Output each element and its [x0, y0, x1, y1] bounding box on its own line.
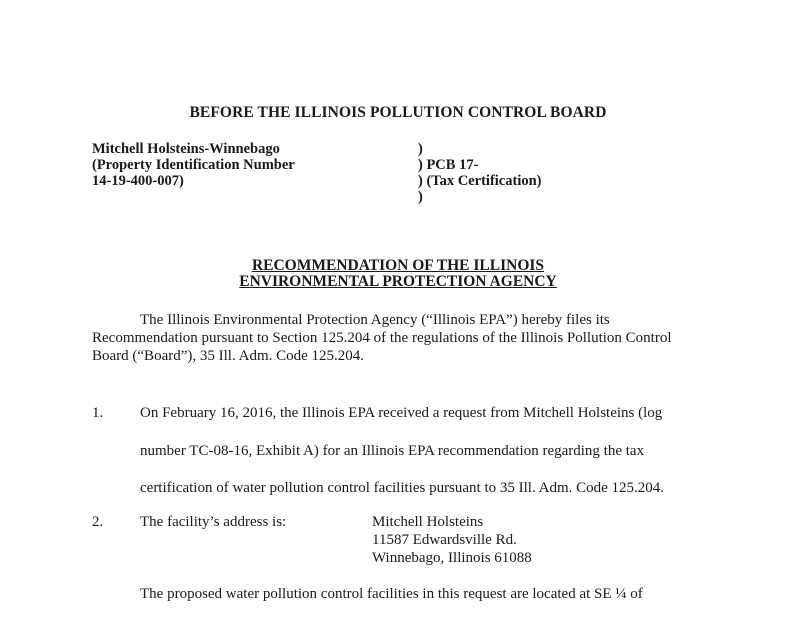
court-heading: BEFORE THE ILLINOIS POLLUTION CONTROL BOARD: [189, 104, 607, 121]
intro-line-3: Board (“Board”), 35 Ill. Adm. Code 125.204.: [92, 348, 365, 364]
paragraph-1-line-2: number TC-08-16, Exhibit A) for an Illinois EPA recommendation regarding the tax: [140, 443, 645, 459]
paragraph-1-number: 1.: [92, 405, 104, 421]
address-name: Mitchell Holsteins: [372, 514, 484, 530]
paragraph-2-following-text: The proposed water pollution control facilities in this request are located at SE ¼ of: [140, 586, 643, 602]
address-city: Winnebago, Illinois 61088: [372, 550, 532, 566]
caption-case-number: ) PCB 17-: [418, 157, 479, 173]
caption-bracket-2: ): [418, 189, 423, 205]
caption-bracket-1: ): [418, 141, 423, 157]
document-title-line-1: RECOMMENDATION OF THE ILLINOIS: [251, 257, 545, 274]
caption-property-id-label: (Property Identification Number: [92, 157, 295, 173]
intro-line-1: The Illinois Environmental Protection Agency (“Illinois EPA”) hereby files its: [140, 312, 610, 328]
caption-case-type: ) (Tax Certification): [418, 173, 542, 189]
address-street: 11587 Edwardsville Rd.: [372, 532, 517, 548]
caption-party-name: Mitchell Holsteins-Winnebago: [92, 141, 280, 157]
paragraph-2-number: 2.: [92, 514, 104, 530]
paragraph-1-line-3: certification of water pollution control facilities pursuant to 35 Ill. Adm. Code 125.204.: [140, 480, 665, 496]
caption-property-id-number: 14-19-400-007): [92, 173, 184, 189]
paragraph-2-label: The facility’s address is:: [140, 514, 287, 530]
document-title-line-2: ENVIRONMENTAL PROTECTION AGENCY: [239, 273, 557, 290]
intro-line-2: Recommendation pursuant to Section 125.204 of the regulations of the Illinois Pollution Control: [92, 330, 672, 346]
paragraph-1-line-1: On February 16, 2016, the Illinois EPA received a request from Mitchell Holsteins (log: [140, 405, 663, 421]
